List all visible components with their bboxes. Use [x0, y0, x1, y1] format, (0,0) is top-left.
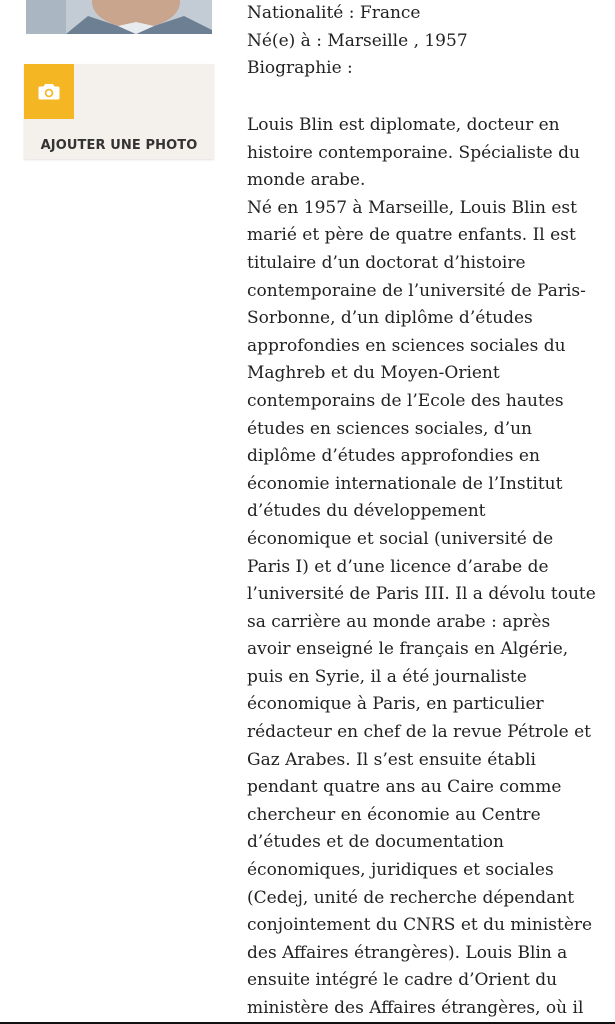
bio-line: économique et social (université de	[247, 528, 554, 549]
bio-line: rédacteur en chef de la revue Pétrole et	[247, 722, 591, 743]
camera-button[interactable]	[24, 64, 74, 119]
birth-place: Né(e) à : Marseille , 1957	[247, 30, 468, 51]
bio-line: économique à Paris, en particulier	[247, 694, 544, 715]
bio-line: chercheur en économie au Centre	[247, 804, 541, 825]
bio-line: titulaire d’un doctorat d’histoire	[247, 252, 526, 273]
bio-line: contemporaine de l’université de Paris-	[247, 280, 586, 301]
bio-line: avoir enseigné le français en Algérie,	[247, 639, 569, 660]
nationality: Nationalité : France	[247, 3, 421, 23]
camera-icon	[38, 83, 60, 100]
biography-text	[247, 112, 597, 1023]
bio-line: Gaz Arabes. Il s’est ensuite établi	[247, 749, 536, 770]
bio-line: ensuite intégré le cadre d’Orient du	[247, 970, 558, 991]
bio-paragraph-2	[247, 195, 597, 1023]
bio-line: contemporains de l’Ecole des hautes	[247, 390, 564, 411]
bio-line: ministère des Affaires étrangères, où il	[247, 998, 584, 1018]
bio-line: histoire contemporaine. Spécialiste du	[247, 142, 580, 163]
bio-line: économiques, juridiques et sociales	[247, 860, 554, 881]
bio-line: Maghreb et du Moyen-Orient	[247, 363, 500, 384]
bio-line: d’études du développement	[247, 501, 486, 522]
bio-line: conjointement du CNRS et du ministère	[247, 915, 593, 936]
bio-line: l’université de Paris III. Il a dévolu toute	[247, 584, 596, 605]
author-info	[247, 0, 599, 83]
bio-line: des Affaires étrangères). Louis Blin a	[247, 942, 568, 963]
bio-line: Sorbonne, d’un diplôme d’études	[247, 308, 533, 329]
bio-line: approfondies en sciences sociales du	[247, 335, 566, 356]
bio-line: marié et père de quatre enfants. Il est	[247, 225, 576, 246]
bio-line: Né en 1957 à Marseille, Louis Blin est	[247, 197, 577, 218]
bio-line: (Cedej, unité de recherche dépendant	[247, 887, 575, 908]
author-portrait	[26, 0, 212, 34]
add-photo-card[interactable]	[24, 64, 214, 159]
bio-line: Paris I) et d’une licence d’arabe de	[247, 556, 549, 577]
bio-line: puis en Syrie, il a été journaliste	[247, 666, 527, 687]
bio-line: études en sciences sociales, d’un	[247, 418, 532, 439]
bio-line: Louis Blin est diplomate, docteur en	[247, 115, 560, 135]
add-photo-label[interactable]: AJOUTER UNE PHOTO	[40, 138, 198, 153]
biography-label: Biographie :	[247, 58, 353, 79]
bio-line: diplôme d’études approfondies en	[247, 446, 540, 467]
bio-paragraph-1	[247, 112, 597, 195]
bio-line: pendant quatre ans au Caire comme	[247, 777, 562, 798]
bio-line: économie internationale de l’Institut	[247, 473, 563, 494]
bio-line: d’études et de documentation	[247, 832, 504, 853]
bio-line: monde arabe.	[247, 170, 366, 191]
bio-line: sa carrière au monde arabe : après	[247, 611, 551, 632]
